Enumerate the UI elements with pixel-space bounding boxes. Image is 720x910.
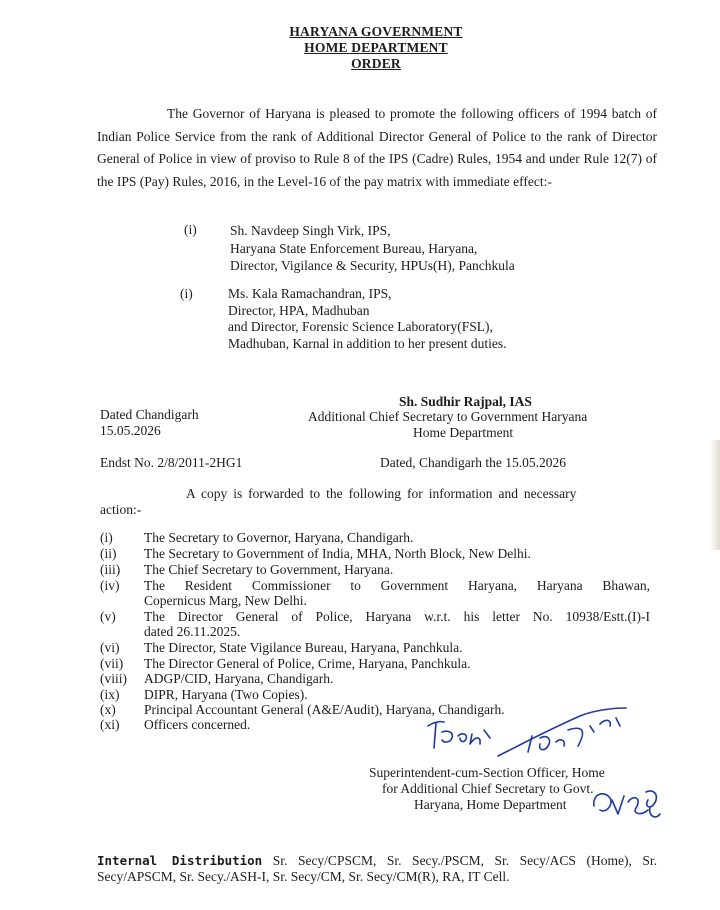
signatory-designation: Additional Chief Secretary to Government Haryana bbox=[308, 409, 588, 424]
endorsement-intro: A copy is forwarded to the following for information and necessary bbox=[186, 486, 577, 501]
officer-2-line: Ms. Kala Ramachandran, IPS, bbox=[228, 286, 392, 301]
header-line-department: HOME DEPARTMENT bbox=[304, 40, 448, 55]
internal-distribution-text: Sr. Secy/CPSCM, Sr. Secy./PSCM, Sr. Secy/ACS (Home), Sr. Secy/APSCM, Sr. Secy./ASH-I, Sr. Secy/CM, Sr. Secy/CM(R), RA, IT Cell. bbox=[97, 853, 658, 884]
recipient-item: DIPR, Haryana (Two Copies). bbox=[144, 687, 308, 702]
recipient-item: The Director, State Vigilance Bureau, Haryana, Panchkula. bbox=[144, 640, 463, 655]
endorsement-dated: Dated, Chandigarh the 15.05.2026 bbox=[380, 455, 566, 470]
dated-date: 15.05.2026 bbox=[100, 423, 161, 438]
handwritten-signature bbox=[420, 696, 670, 766]
dated-place: Dated Chandigarh bbox=[100, 407, 199, 422]
recipient-item: The Director General of Police, Crime, Haryana, Panchkula. bbox=[144, 656, 471, 671]
officer-1-line: Haryana State Enforcement Bureau, Haryana, bbox=[230, 240, 478, 256]
officer-1-line: Sh. Navdeep Singh Virk, IPS, bbox=[230, 223, 391, 238]
page-edge-shadow bbox=[710, 440, 720, 550]
recipient-number: (iii) bbox=[100, 562, 121, 577]
handwritten-note bbox=[588, 780, 668, 825]
officer-2-line: and Director, Forensic Science Laboratory(FSL), bbox=[228, 319, 493, 334]
recipient-item-continued: dated 26.11.2025. bbox=[144, 624, 241, 639]
recipient-item: The Resident Commissioner to Government Haryana, Haryana Bhawan, bbox=[144, 578, 650, 593]
internal-distribution-label: Internal Distribution bbox=[97, 853, 263, 868]
officer-2-number: (i) bbox=[180, 286, 193, 301]
recipient-item: ADGP/CID, Haryana, Chandigarh. bbox=[144, 671, 334, 686]
recipient-number: (ix) bbox=[100, 687, 120, 702]
recipient-number: (i) bbox=[100, 530, 113, 545]
recipient-item-continued: Copernicus Marg, New Delhi. bbox=[144, 593, 307, 608]
order-paragraph: The Governor of Haryana is pleased to promote the following officers of 1994 batch of Indian Police Service from the rank of Additional Director General of Police to the rank of Director General of Police in view of proviso to Rule 8 of the IPS (Cadre) Rules, 1954 and under Rule 12(7) of the IPS (Pay) Rules, 2016, in the Level-16 of the pay matrix with immediate effect:- bbox=[97, 106, 657, 189]
internal-distribution bbox=[97, 853, 657, 885]
officer-2-line: Director, HPA, Madhuban bbox=[228, 302, 370, 318]
officer-1-details bbox=[230, 222, 515, 275]
header-line-order: ORDER bbox=[351, 56, 401, 71]
endorsement-number: Endst No. 2/8/2011-2HG1 bbox=[100, 455, 243, 470]
recipient-number: (xi) bbox=[100, 717, 120, 732]
section-officer-department: Haryana, Home Department bbox=[414, 797, 567, 812]
recipient-number: (vi) bbox=[100, 640, 120, 655]
recipient-number: (x) bbox=[100, 702, 116, 717]
recipient-item: The Director General of Police, Haryana w.r.t. his letter No. 10938/Estt.(I)-I bbox=[144, 609, 650, 624]
section-officer-title: Superintendent-cum-Section Officer, Home bbox=[369, 765, 605, 780]
recipient-number: (ii) bbox=[100, 546, 117, 561]
signatory-name: Sh. Sudhir Rajpal, IAS bbox=[399, 394, 532, 409]
header-line-government: HARYANA GOVERNMENT bbox=[289, 24, 463, 39]
recipient-number: (vii) bbox=[100, 656, 124, 671]
officer-2-details bbox=[228, 286, 507, 352]
recipient-item: The Secretary to Governor, Haryana, Chandigarh. bbox=[144, 530, 414, 545]
recipient-number: (v) bbox=[100, 609, 116, 624]
section-officer-for: for Additional Chief Secretary to Govt. bbox=[382, 781, 594, 796]
officer-1-number: (i) bbox=[184, 222, 197, 237]
recipient-number: (viii) bbox=[100, 671, 127, 686]
signatory-department: Home Department bbox=[413, 425, 514, 440]
officer-2-line: Madhuban, Karnal in addition to her present duties. bbox=[228, 335, 507, 351]
recipient-item: Principal Accountant General (A&E/Audit), Haryana, Chandigarh. bbox=[144, 702, 505, 717]
endorsement-intro-continued: action:- bbox=[100, 502, 142, 517]
recipient-item: Officers concerned. bbox=[144, 717, 251, 732]
recipient-item: The Secretary to Government of India, MHA, North Block, New Delhi. bbox=[144, 546, 531, 561]
recipient-number: (iv) bbox=[100, 578, 120, 593]
officer-1-line: Director, Vigilance & Security, HPUs(H), Panchkula bbox=[230, 258, 515, 273]
recipient-item: The Chief Secretary to Government, Haryana. bbox=[144, 562, 394, 577]
